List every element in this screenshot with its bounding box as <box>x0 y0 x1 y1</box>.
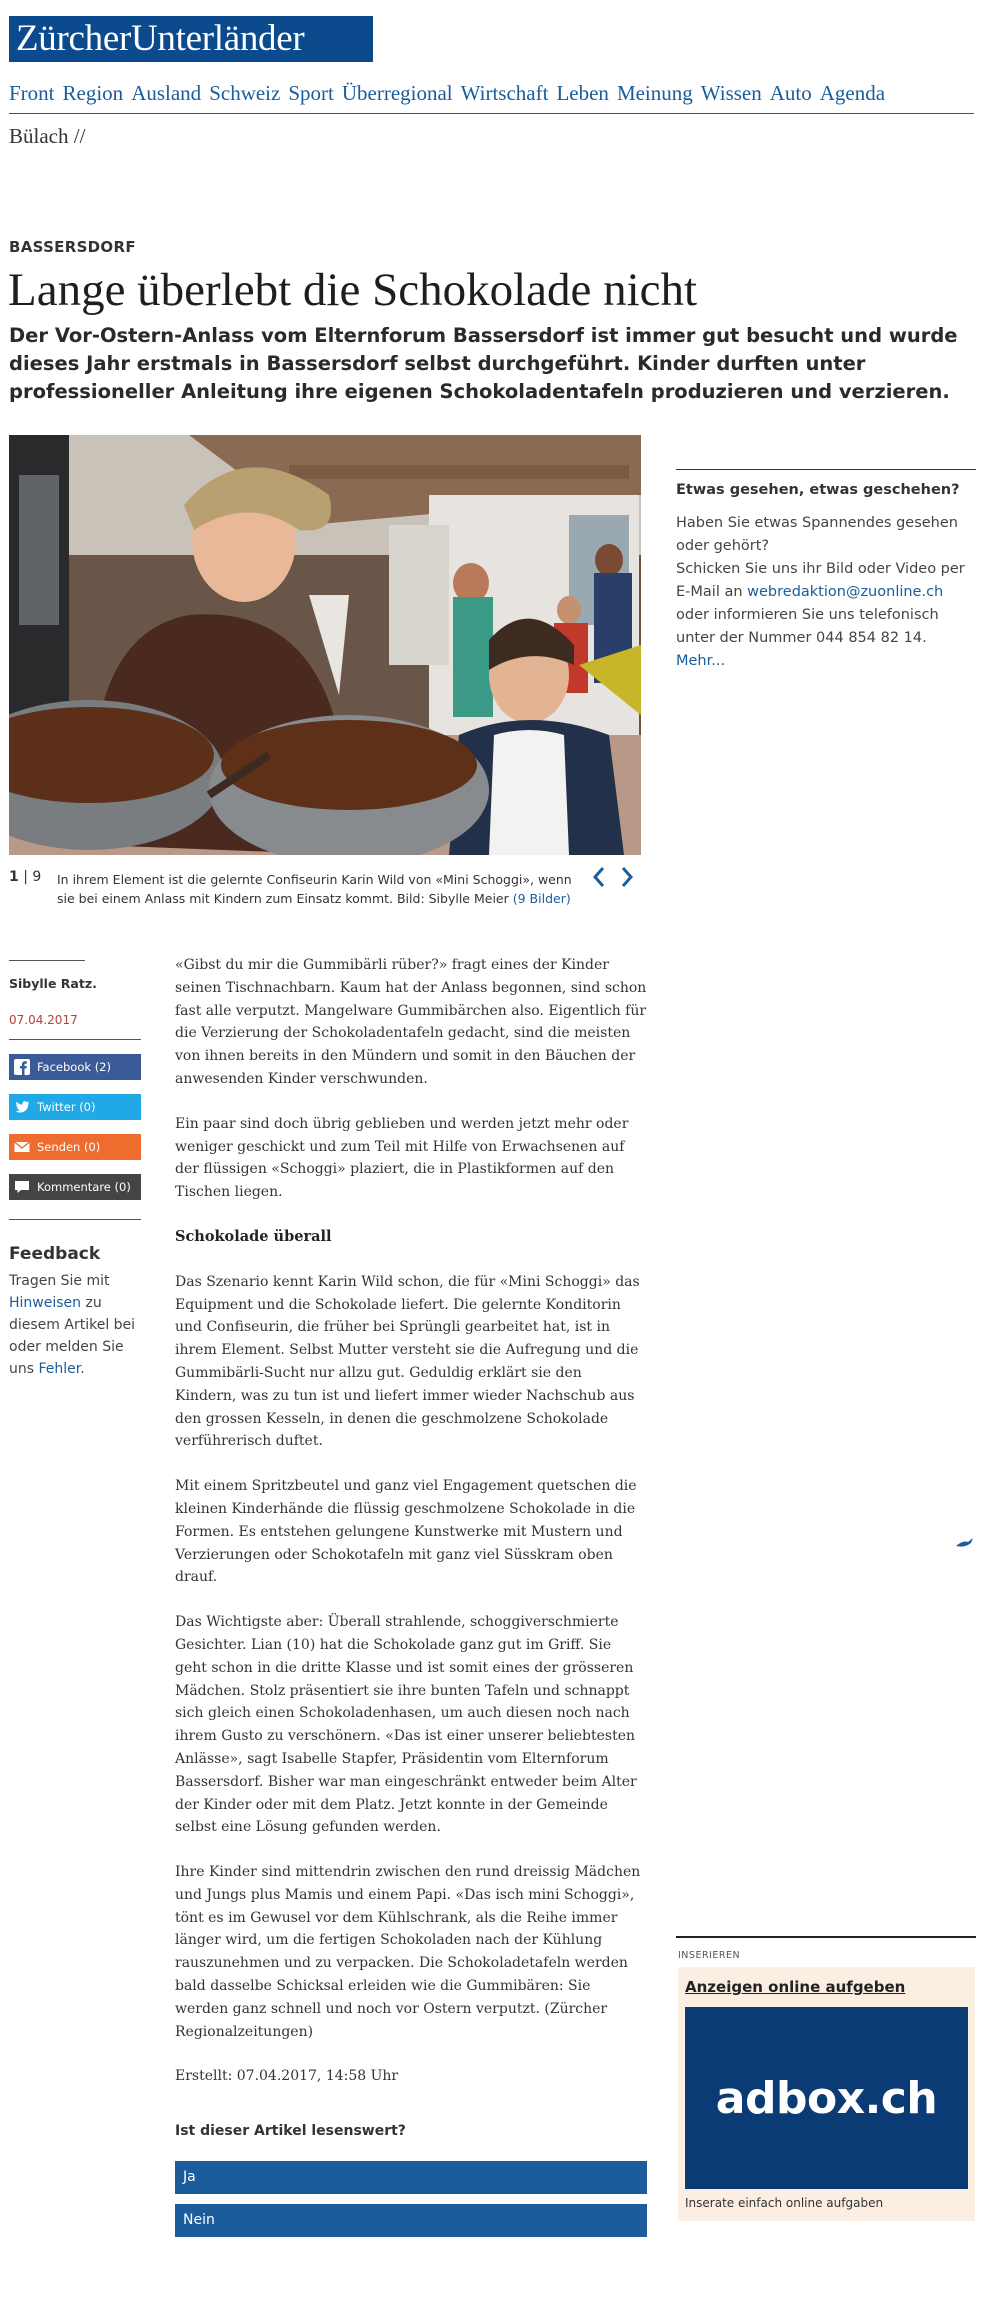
article-paragraph: Das Wichtigste aber: Überall strahlende, schoggiverschmierte Gesichter. Lian (10) hat die Schokolade ganz gut im Griff. Sie geht schon in die dritte Klasse und ist somit eines der grösseren Mädchen. Stolz präsentiert sie ihre bunten Tafeln und schnappt sich gleich einen Schokoladenhasen, um auch diesen noch nach ihrem Gusto zu verschönern. «Das ist einer unserer beliebtesten Anlässe», sagt Isabelle Stapfer, Präsidentin vom Elternforum Bassersdorf. Bisher war man eingeschränkt entweder beim Alter der Kinder oder mit dem Platz. Jetzt konnte in der Gemeinde selbst eine Lösung gefunden werden. <box>175 1614 637 1836</box>
share-mail-label: Senden (0) <box>37 1140 101 1154</box>
feedback-divider <box>9 1219 141 1220</box>
feedback-title: Feedback <box>9 1244 101 1264</box>
article-title: Lange überlebt die Schokolade nicht <box>8 264 698 316</box>
gallery-current: 1 <box>9 869 19 885</box>
ad-banner[interactable] <box>685 2007 968 2189</box>
nav-item-schweiz[interactable]: Schweiz <box>209 81 281 105</box>
vote-yes-button[interactable]: Ja <box>175 2161 647 2194</box>
main-nav <box>9 80 974 114</box>
nav-item-wissen[interactable]: Wissen <box>700 81 762 105</box>
vote-no-button[interactable]: Nein <box>175 2204 647 2237</box>
nav-item-auto[interactable]: Auto <box>769 81 812 105</box>
share-twitter-button[interactable] <box>9 1094 141 1120</box>
chevron-left-icon[interactable] <box>591 865 607 889</box>
article-lead: Der Vor-Ostern-Anlass vom Elternforum Bassersdorf ist immer gut besucht und wurde dieses Jahr erstmals in Bassersdorf selbst durchgeführt. Kinder durften unter professioneller Anleitung ihre eigenen Schokoladentafeln produzieren und verzieren. <box>9 324 958 403</box>
reader-report-title: Etwas gesehen, etwas geschehen? <box>676 482 960 498</box>
ad-brand: adbox.ch <box>715 2072 938 2124</box>
feedback-text-2: zu diesem Artikel bei oder melden Sie uns <box>9 1295 136 1377</box>
feedback-text <box>9 1270 141 1380</box>
reader-report-email-link[interactable]: webredaktion@zuonline.ch <box>747 584 944 600</box>
nav-item-ueberregional[interactable]: Überregional <box>341 81 453 105</box>
share-twitter-label: Twitter (0) <box>37 1100 96 1114</box>
article-subhead: Schokolade überall <box>175 1227 332 1245</box>
article-paragraph: Mit einem Spritzbeutel und ganz viel Engagement quetschen die kleinen Kinderhände die flüssig geschmolzene Schokolade in die Formen. Es entstehen gelungene Kunstwerke mit Mustern und Verzierungen oder Schokotafeln mit ganz viel Süsskram oben drauf. <box>175 1478 637 1586</box>
article-date: 07.04.2017 <box>9 1013 78 1027</box>
article-paragraph: Das Szenario kennt Karin Wild schon, die für «Mini Schoggi» das Equipment und die Schokolade liefert. Die gelernte Konditorin und Confiseurin, die früher bei Sprüngli gearbeitet hat, ist in ihrem Element. Selbst Mutter versteht sie die Aufregung und die Gummibärli-Sucht nur allzu gut. Geduldig erklärt sie den Kindern, was zu tun ist und liefert immer wieder Nachschub aus den grossen Kesseln, in denen die geschmolzene Schokolade verführerisch duftet. <box>175 1273 640 1450</box>
article-created: Erstellt: 07.04.2017, 14:58 Uhr <box>175 2068 399 2085</box>
gallery-separator: | <box>23 869 28 885</box>
reader-report-more-link[interactable]: Mehr... <box>676 653 726 669</box>
share-divider <box>9 1039 141 1040</box>
gallery-bar <box>9 855 641 920</box>
feedback-text-1: Tragen Sie mit <box>9 1273 110 1289</box>
article-paragraph: «Gibst du mir die Gummibärli rüber?» fragt eines der Kinder seinen Tischnachbarn. Kaum hat der Anlass begonnen, sind schon fast alle verputzt. Mangelware Gummibärchen also. Eigentlich für die Verzierung der Schokoladentafeln gedacht, sind die meisten von ihnen bereits in den Mündern und somit in den Bäuchen der anwesenden Kinder verschwunden. <box>175 957 647 1087</box>
feedback-text-3: . <box>80 1361 85 1377</box>
author-divider <box>9 960 85 961</box>
gallery-arrows <box>591 865 635 889</box>
bird-icon <box>955 1535 975 1549</box>
chevron-right-icon[interactable] <box>619 865 635 889</box>
nav-item-leben[interactable]: Leben <box>556 81 609 105</box>
breadcrumb-section[interactable]: Bülach // <box>9 124 86 148</box>
ad-box[interactable] <box>678 1967 975 2221</box>
nav-item-front[interactable]: Front <box>9 81 55 105</box>
vote-question: Ist dieser Artikel lesenswert? <box>175 2123 406 2140</box>
twitter-icon <box>13 1098 31 1116</box>
reader-report-box <box>676 469 976 673</box>
facebook-icon <box>13 1058 31 1076</box>
ad-footer-text: Inserate einfach online aufgaben <box>685 2196 884 2210</box>
comments-label: Kommentare (0) <box>37 1180 131 1194</box>
gallery-total: 9 <box>32 869 42 885</box>
article-author: Sibylle Ratz. <box>9 976 97 991</box>
article-photo[interactable] <box>9 435 641 855</box>
gallery-pager <box>9 869 41 885</box>
article-paragraph: Ein paar sind doch übrig geblieben und werden jetzt mehr oder weniger geschickt und zum Teil mit Hilfe von Erwachsenen auf der flüssigen «Schoggi» plaziert, die in Plastikformen auf den Tischen liegen. <box>175 1115 629 1201</box>
feedback-hints-link[interactable]: Hinweisen <box>9 1295 82 1311</box>
gallery-link[interactable]: (9 Bilder) <box>512 891 571 906</box>
nav-item-meinung[interactable]: Meinung <box>616 81 693 105</box>
share-facebook-button[interactable] <box>9 1054 141 1080</box>
ad-title-link[interactable]: Anzeigen online aufgeben <box>685 1978 906 1996</box>
comment-icon <box>13 1178 31 1196</box>
nav-item-sport[interactable]: Sport <box>288 81 334 105</box>
reader-report-p2b: oder informieren Sie uns telefonisch unter der Nummer 044 854 82 14. <box>676 607 939 646</box>
mail-icon <box>13 1138 31 1156</box>
site-logo[interactable]: ZürcherUnterländer <box>9 16 373 62</box>
feedback-errors-link[interactable]: Fehler <box>38 1361 81 1377</box>
nav-item-region[interactable]: Region <box>62 81 124 105</box>
photo-caption <box>57 870 577 908</box>
reader-report-p1: Haben Sie etwas Spannendes gesehen oder gehört? <box>676 515 958 554</box>
nav-item-ausland[interactable]: Ausland <box>131 81 202 105</box>
share-facebook-label: Facebook (2) <box>37 1060 111 1074</box>
reader-report-text <box>676 512 976 673</box>
photo-image <box>9 435 641 855</box>
article-paragraph: Ihre Kinder sind mittendrin zwischen den rund dreissig Mädchen und Jungs plus Mamis und einem Papi. «Das isch mini Schoggi», tönt es im Gewusel vor dem Kühlschrank, als die Reihe immer länger wird, um die fertigen Schokoladen nach der Kühlung rauszunehmen und zu verpacken. Die Schokoladetafeln werden bald dasselbe Schicksal erleiden wie die Gummibären: Sie werden ganz schnell und noch vor Ostern verputzt. (Zürcher Regionalzeitungen) <box>175 1864 641 2040</box>
article-meta-column <box>9 960 141 1380</box>
article-body <box>175 954 647 2237</box>
share-mail-button[interactable] <box>9 1134 141 1160</box>
ad-divider <box>676 1936 976 1938</box>
comments-button[interactable] <box>9 1174 141 1200</box>
caption-text: In ihrem Element ist die gelernte Confiseurin Karin Wild von «Mini Schoggi», wenn sie bei einem Anlass mit Kindern zum Einsatz kommt. Bild: Sibylle Meier <box>57 872 572 906</box>
reader-report-p2a: Schicken Sie uns ihr Bild oder Video per E-Mail an <box>676 561 965 600</box>
nav-item-wirtschaft[interactable]: Wirtschaft <box>460 81 549 105</box>
ad-label: INSERIEREN <box>678 1950 741 1961</box>
nav-item-agenda[interactable]: Agenda <box>819 81 886 105</box>
article-kicker: BASSERSDORF <box>9 238 136 256</box>
